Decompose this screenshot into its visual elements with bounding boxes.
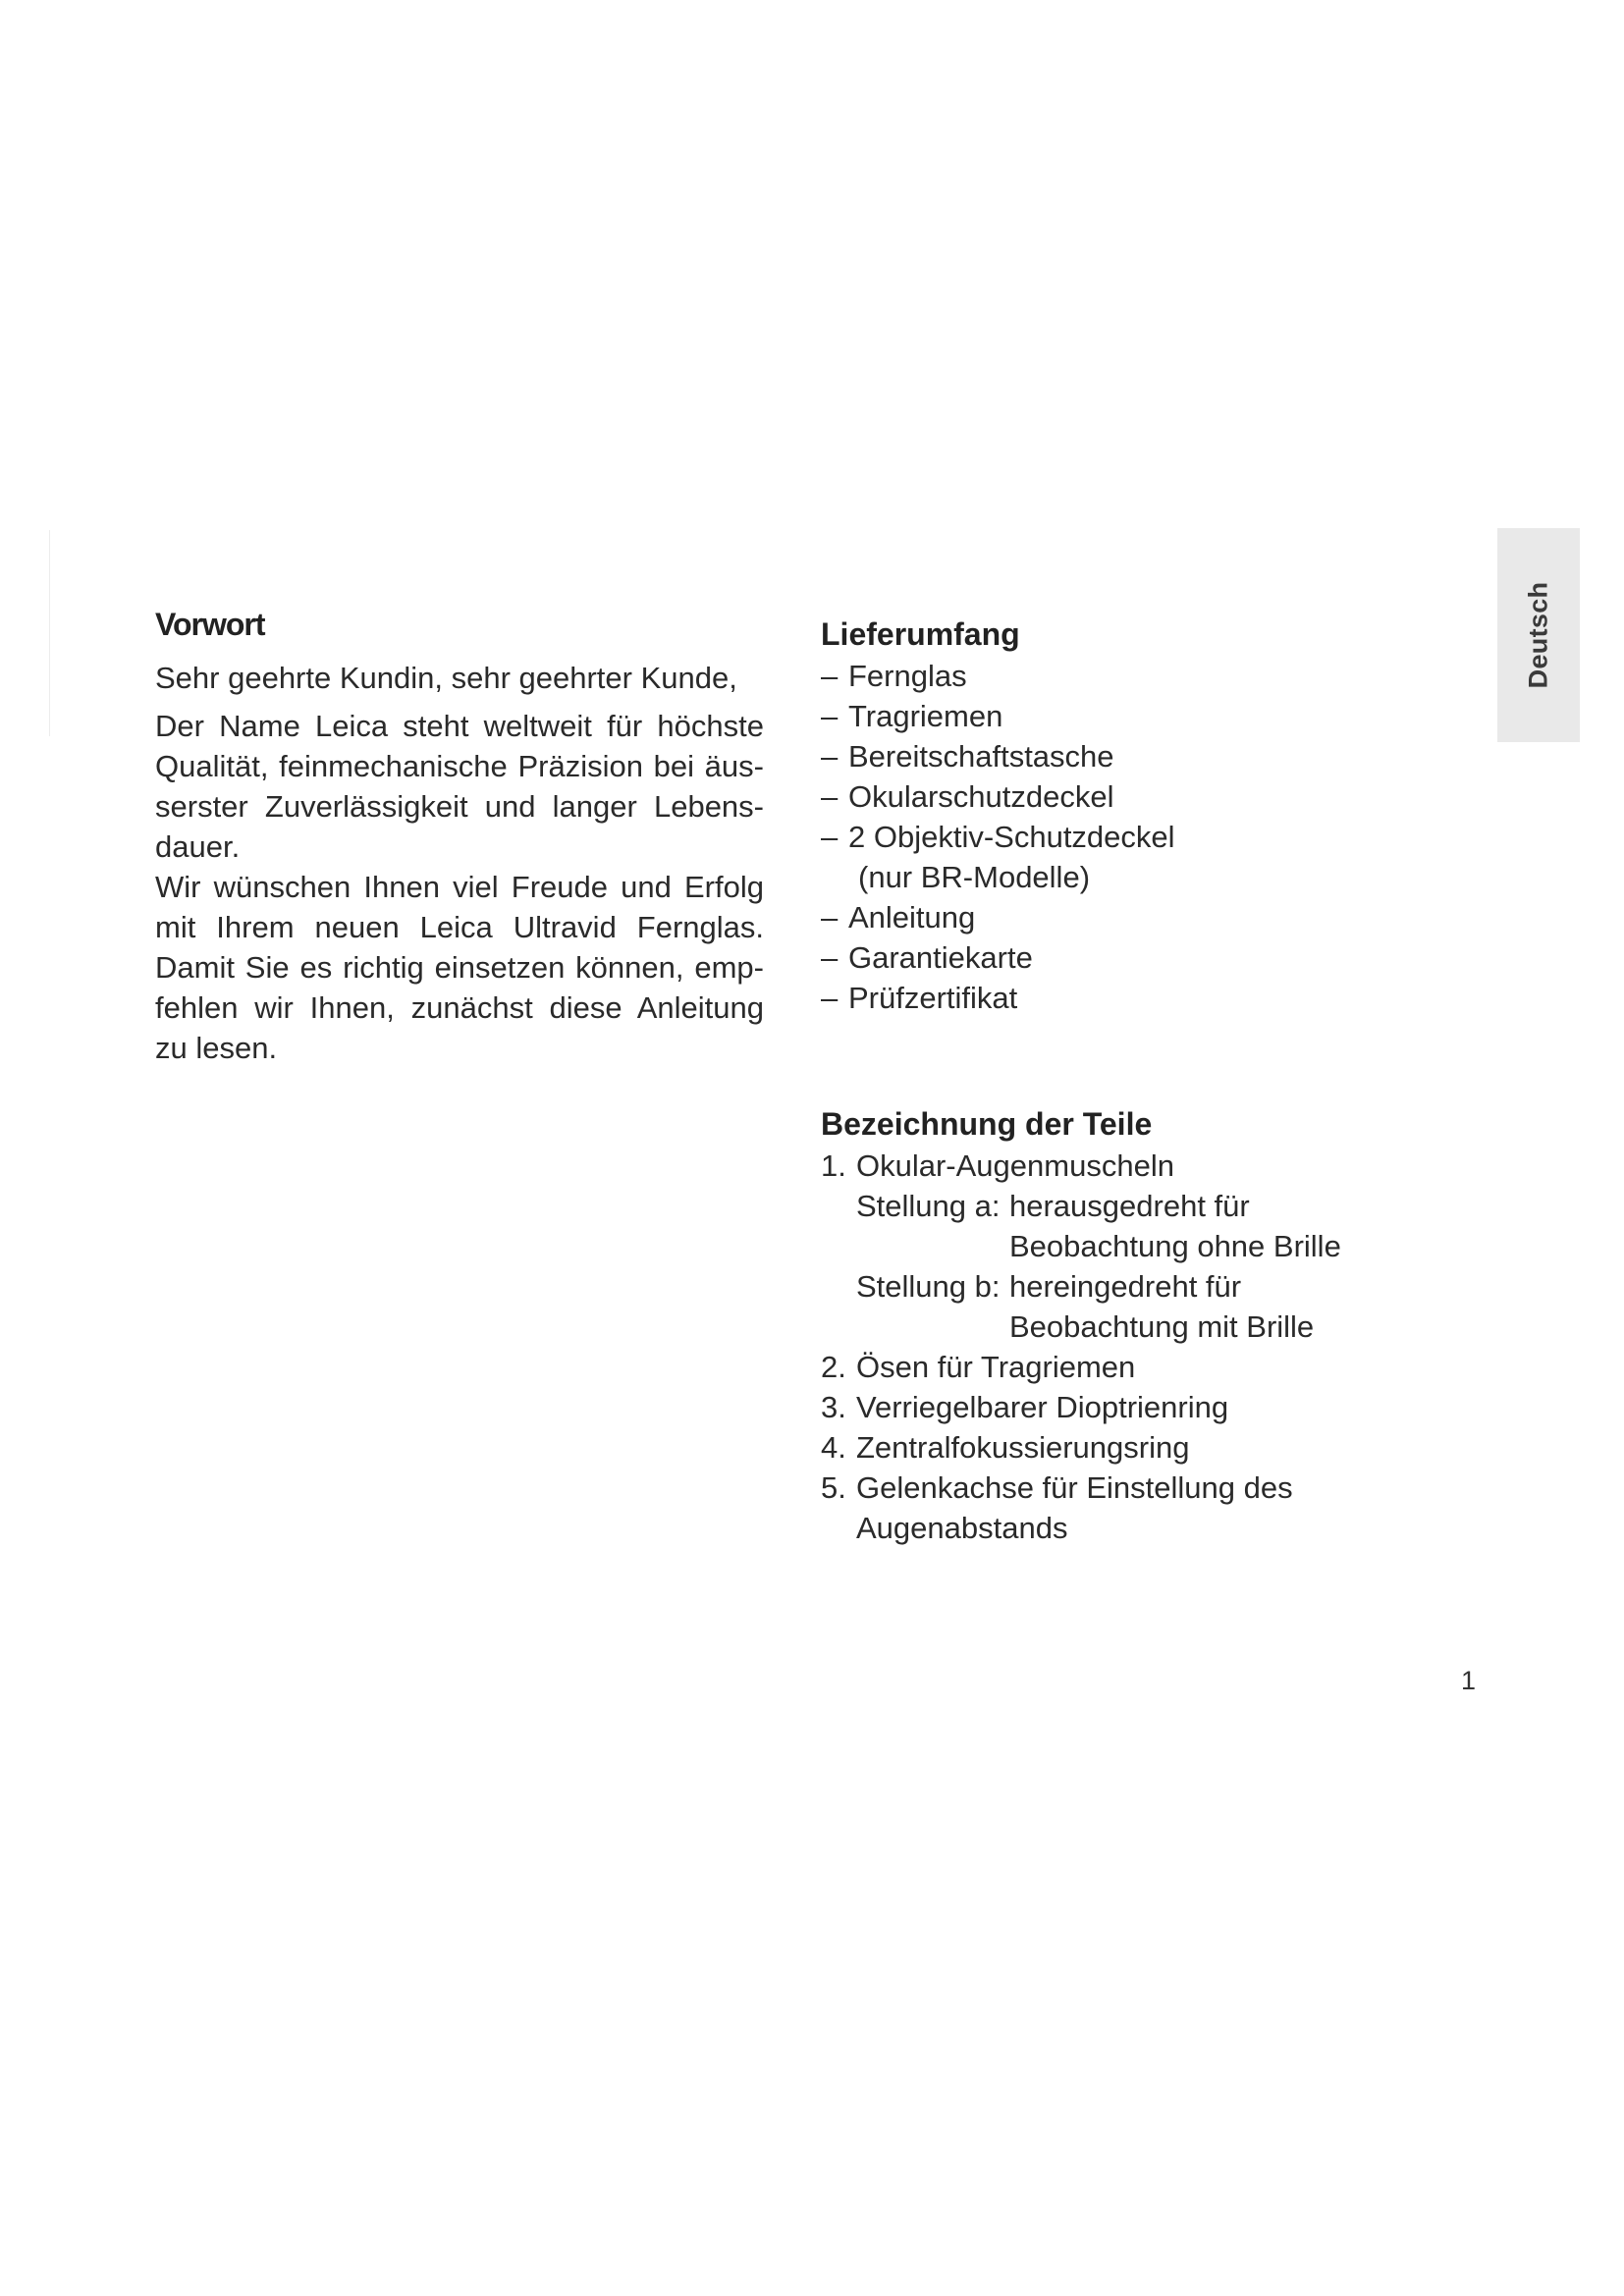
item-number: 3.	[821, 1390, 846, 1424]
list-item: – Garantiekarte	[821, 937, 1469, 978]
position-b-line1: hereingedreht für	[1009, 1269, 1242, 1304]
list-item	[821, 1347, 1469, 1387]
parts-section	[821, 1102, 1469, 1548]
page-number: 1	[1461, 1666, 1477, 1695]
position-b-line2: Beobachtung mit Brille	[1009, 1309, 1315, 1344]
list-item	[821, 1468, 1469, 1548]
language-tab-label: Deutsch	[1523, 581, 1553, 689]
position-b	[821, 1266, 1469, 1307]
list-item: – Bereitschaftstasche	[821, 736, 1469, 776]
position-a-line2: Beobachtung ohne Brille	[1009, 1229, 1341, 1263]
list-item: – Fernglas	[821, 656, 1469, 696]
item-number: 5.	[821, 1470, 846, 1505]
delivery-list	[821, 656, 1469, 1018]
position-b-cont	[821, 1307, 1469, 1347]
parts-heading: Bezeichnung der Teile	[821, 1106, 1153, 1142]
delivery-section	[821, 613, 1469, 1018]
item-text-cont: Augenabstands	[856, 1511, 1068, 1545]
foreword-section	[155, 603, 764, 1068]
parts-list	[821, 1146, 1469, 1548]
list-item	[821, 1146, 1469, 1347]
item-text: Ösen für Tragriemen	[856, 1350, 1136, 1384]
list-item-note: (nur BR-Modelle)	[858, 860, 1091, 894]
position-a-cont	[821, 1226, 1469, 1266]
foreword-paragraph-2: Wir wünschen Ihnen viel Freude und Erfolg mit Ihrem neuen Leica Ultravid Fernglas. Damit Sie es richtig einsetzen können, empfehlen wir Ihnen, zunächst diese Anleitung zu lesen.	[155, 870, 764, 1065]
foreword-paragraph-1: Der Name Leica steht weltweit für höchste Qualität, feinmechanische Präzision bei äusserster Zuverlässigkeit und langer Lebensdauer.	[155, 709, 764, 864]
item-number: 4.	[821, 1430, 846, 1465]
item-text: Gelenkachse für Einstellung des	[856, 1470, 1293, 1505]
list-item	[821, 817, 1469, 897]
foreword-greeting: Sehr geehrte Kundin, sehr geehrter Kunde,	[155, 661, 737, 695]
item-text: Verriegelbarer Dioptrienring	[856, 1390, 1229, 1424]
item-text: Zentralfokussierungsring	[856, 1430, 1190, 1465]
list-item: – Okularschutzdeckel	[821, 776, 1469, 817]
right-column	[821, 613, 1469, 1548]
delivery-heading: Lieferumfang	[821, 616, 1020, 652]
list-item: – Prüfzertifikat	[821, 978, 1469, 1018]
position-a-label: Stellung a:	[856, 1189, 1001, 1223]
language-tab	[1497, 528, 1580, 742]
item-number: 2.	[821, 1350, 846, 1384]
list-item-text: 2 Objektiv-Schutzdeckel	[848, 820, 1175, 854]
item-text: Okular-Augenmuscheln	[856, 1148, 1174, 1183]
item-number: 1.	[821, 1148, 846, 1183]
list-item	[821, 1387, 1469, 1427]
list-item	[821, 1427, 1469, 1468]
position-a-line1: herausgedreht für	[1009, 1189, 1250, 1223]
list-item: – Tragriemen	[821, 696, 1469, 736]
page-edge-rule	[49, 530, 50, 736]
position-a	[821, 1186, 1469, 1226]
foreword-heading: Vorwort	[155, 607, 265, 642]
list-item: – Anleitung	[821, 897, 1469, 937]
position-b-label: Stellung b:	[856, 1269, 1001, 1304]
